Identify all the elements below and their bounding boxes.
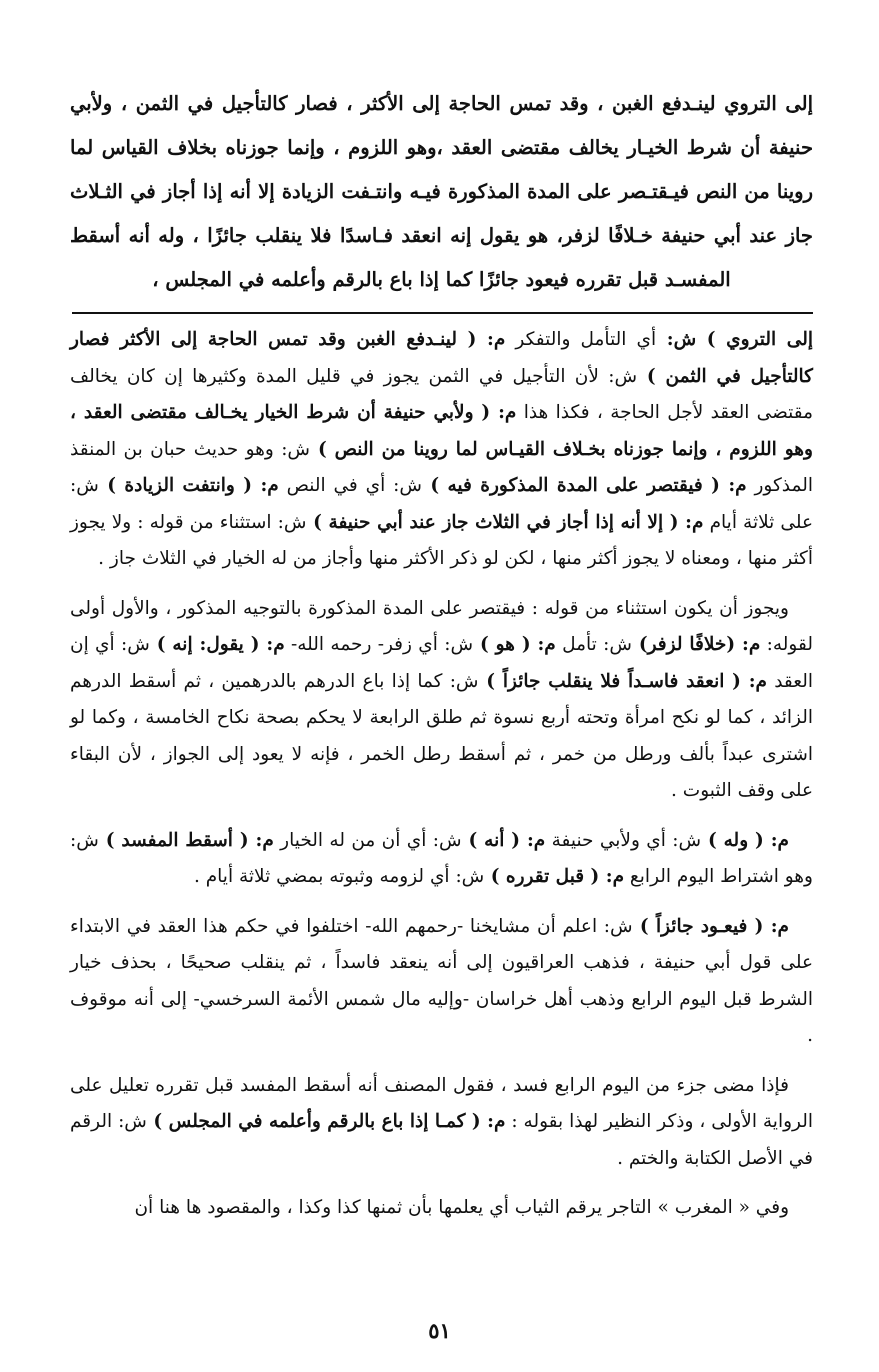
sharh-text: فإذا مضى جزء من اليوم الرابع فسد ، فقول المصنف أنه أسقط المفسد قبل تقرره تعليل على الرواية الأولى ، وذكر النظير لهذا بقوله : [70, 1074, 814, 1132]
sharh-text: ش: الرقم في الأصل الكتابة والختم . [70, 1111, 813, 1169]
matn-quote: م: ( أنه ) [461, 829, 546, 851]
commentary-paragraph [70, 322, 813, 578]
matn-quote: م: ( إلا أنه إذا أجاز في الثلاث جاز عند أبي حنيفة ) [306, 511, 704, 533]
sharh-text: ش: كما إذا باع الدرهم بالدرهمين ، ثم أسقط الدرهم الزائد ، كما لو نكح امرأة وتحته أربع نسوة ثم طلق الرابعة لا يحكم بصحة نكاح الخامسة ، وكما لو اشترى عبداً بألف ورطل من خمر ، ثم أسقط رطل الخمر ، فإنه لا يعود إلى الجواز ، لأن البقاء على وقف الثبوت . [70, 670, 813, 801]
matn-quote: م: ( فيقتصر على المدة المذكورة فيه ) [421, 475, 747, 496]
matn-quote: م: ( قبل تقرره ) [484, 866, 625, 887]
matn-quote: م: ( أسقط المفسد ) [98, 829, 274, 851]
commentary-paragraph [70, 1190, 813, 1227]
commentary-paragraph [70, 909, 813, 1055]
matn-quote: م: ( لينـدفع الغبن وقد تمس الحاجة إلى الأكثر فصار كالتأجيل في الثمن ) [70, 329, 813, 387]
matn-quote: م: ( فيعـود جائزاً ) [632, 915, 789, 937]
matn-quote: م: ( انعقد فاسـداً فلا ينقلب جائزاً ) [478, 670, 767, 692]
matn-quote: م: ( وله ) [701, 829, 789, 851]
sharh-text: ش: أي زفر- رحمه الله- [284, 634, 474, 655]
commentary-paragraph [70, 823, 813, 896]
matn-quote: م: ( هو ) [473, 634, 556, 655]
sharh-text: ش: اعلم أن مشايخنا -رحمهم الله- اختلفوا في حكم هذا العقد في الابتداء على قول أبي حنيفة ، فذهب العراقيون إلى أنه ينعقد فاسداً ، ثم ينقلب صحيحًا ، بحذف خيار الشرط قبل اليوم الرابع وذهب أهل خراسان -وإليه مال شمس الأئمة السرخسي- إلى أنه موقوف . [70, 915, 813, 1046]
commentary-paragraph [70, 591, 813, 810]
page-number: ٥١ [428, 1318, 451, 1343]
sharh-text: أي التأمل والتفكر [505, 329, 657, 350]
sharh-text: ش: على ثلاثة أيام [70, 475, 814, 533]
sharh-text: ش: وهو حديث حبان بن المنقذ المذكور [70, 438, 813, 496]
commentary-paragraph [70, 1068, 813, 1178]
sharh-text: وفي « المغرب » التاجر يرقم الثياب أي يعلمها بأن ثمنها كذا وكذا ، والمقصود ها هنا أن [134, 1197, 789, 1218]
matn-quote: إلى التروي ) ش: [656, 329, 813, 350]
sharh-text: ش: أي ولأبي حنيفة [545, 829, 702, 851]
commentary-section [70, 322, 813, 1240]
sharh-text: ش: تأمل [555, 634, 632, 655]
matn-quote: م: ( ولأبي حنيفة أن شرط الخيار يخـالف مقتضى العقد ، وهو اللزوم ، وإنما جوزناه بخـلاف القيـاس لما روينا من النص ) [70, 402, 813, 460]
matn-text: إلى التروي لينـدفع الغبن ، وقد تمس الحاجة إلى الأكثر ، فصار كالتأجيل في الثمن ، ولأبي حنيفة أن شرط الخيـار يخالف مقتضى العقد ،وهو اللزوم ، وإنما جوزناه بخلاف القياس لما روينا من النص فيـقتـصر على المدة المذكورة فيـه وانتـفت الزيادة إلا أنه إذا أجاز في الثـلاث جاز عند أبي حنيفة خـلافًا لزفر، هو يقول إنه انعقد فـاسدًا فلا ينقلب جائزًا ، وله أنه أسقط المفسـد قبل تقرره فيعود جائزًا كما إذا باع بالرقم وأعلمه في المجلس ، [70, 92, 813, 291]
sharh-text: ويجوز أن يكون استثناء من قوله : فيقتصر على المدة المذكورة بالتوجيه المذكور ، والأول أولى لقوله: [70, 597, 813, 655]
matn-quote: م: ( يقول: إنه ) [149, 634, 285, 655]
matn-quote: م: ( كمـا إذا باع بالرقم وأعلمه في المجلس ) [146, 1111, 506, 1132]
sharh-text: ش: وهو اشتراط اليوم الرابع [70, 829, 813, 887]
sharh-text: ش: أي أن من له الخيار [273, 829, 462, 851]
matn-quote: م: (خلافًا لزفر) [631, 634, 761, 655]
sharh-text: ش: لأن التأجيل في الثمن يجوز في قليل المدة وكثيرها إن كان يخالف مقتضى العقد لأجل الحاجة ، فكذا هذا [70, 365, 813, 423]
matn-quote: م: ( وانتفت الزيادة ) [98, 475, 279, 496]
sharh-text: ش: أي إن العقد [70, 634, 813, 692]
sharh-text: ش: أي في النص [278, 475, 422, 496]
sharh-text: ش: استثناء من قوله : ولا يجوز أكثر منها ، ومعناه لا يجوز أكثر منها ، لكن لو ذكر الأكثر منها وأجاز من له الخيار في الثلاث جاز . [70, 511, 813, 569]
footnote-divider [72, 312, 813, 314]
sharh-text: ش: أي لزومه وثبوته بمضي ثلاثة أيام . [193, 866, 485, 887]
